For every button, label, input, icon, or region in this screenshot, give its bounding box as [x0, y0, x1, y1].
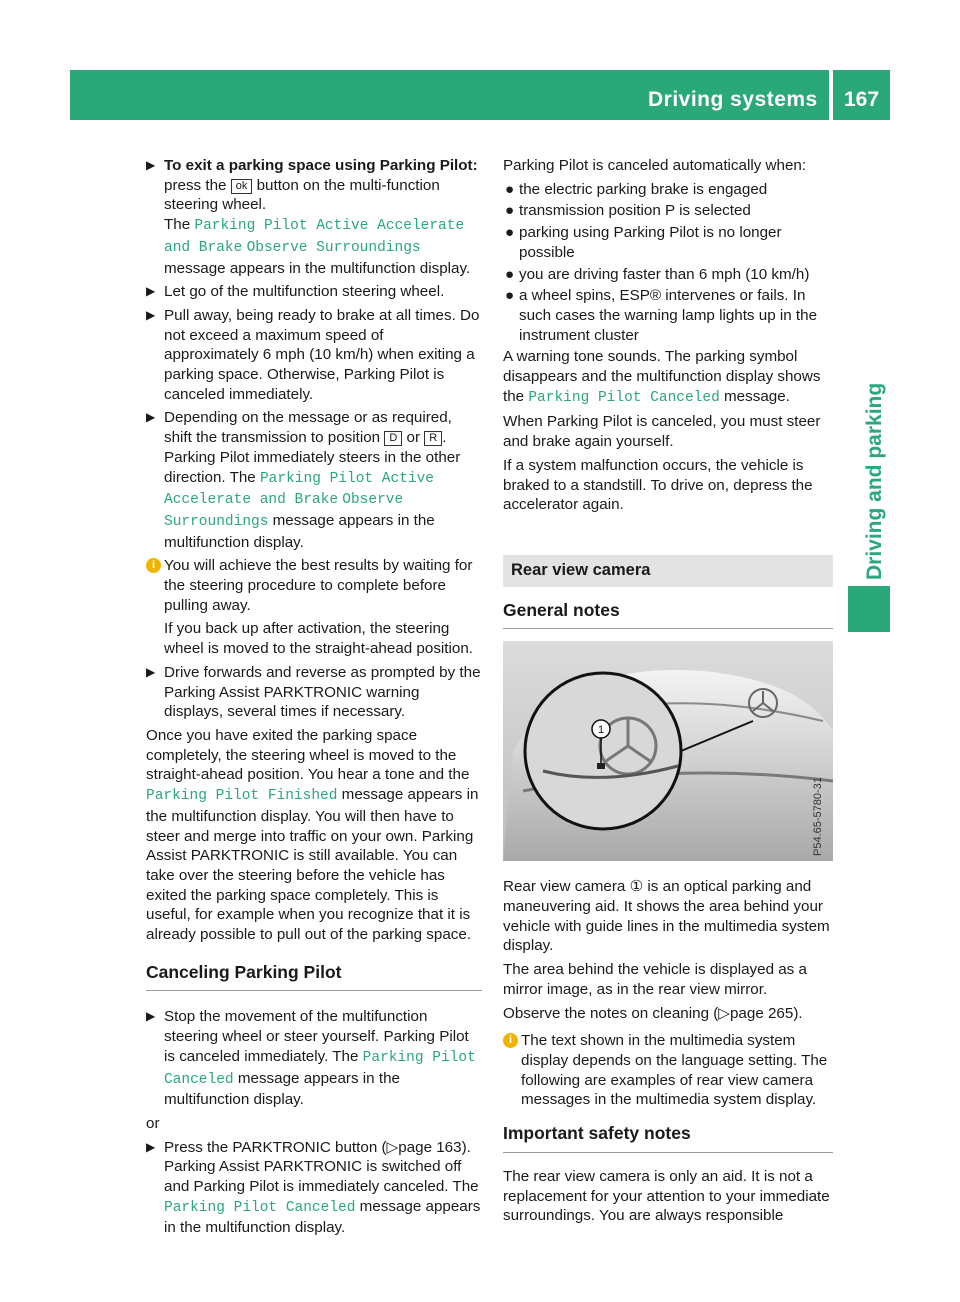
step-text: or: [406, 429, 421, 447]
page-ref-icon: ▷: [718, 1004, 730, 1022]
info-icon: i: [503, 1033, 518, 1048]
step-text: message appears in the multifunction display.: [164, 1069, 400, 1109]
info-text: The text shown in the multimedia system display depends on the language setting. The following are examples of rear view camera messages in the multimedia system display.: [521, 1032, 828, 1109]
step-arrow-icon: ▶: [146, 158, 156, 172]
info-note: [146, 556, 482, 659]
list-item-text: a wheel spins, ESP® intervenes or fails. In such cases the warning lamp lights up in the instrument cluster: [519, 287, 818, 344]
display-message: Observe Surroundings: [246, 239, 421, 256]
page-reference[interactable]: page 163: [398, 1138, 462, 1156]
paragraph-cleaning: [503, 1004, 833, 1024]
step-text: Pull away, being ready to brake at all times. Do not exceed a maximum speed of approximately 6 mph (10 km/h) when exiting a parking space. Otherwise, Parking Pilot is canceled immediately.: [164, 306, 480, 403]
page-section-title: Driving systems: [648, 88, 818, 111]
figure-callout: 1: [597, 724, 605, 737]
chapter-tab-marker: [848, 586, 890, 632]
header-divider: [829, 70, 833, 120]
heading-canceling: Canceling Parking Pilot: [146, 959, 482, 992]
page-ref-icon: ▷: [386, 1138, 399, 1156]
step-text: Press the PARKTRONIC button (: [164, 1138, 387, 1156]
auto-cancel-intro: Parking Pilot is canceled automatically when:: [503, 157, 807, 174]
chapter-tab: [848, 120, 890, 580]
display-message: Parking Pilot Finished: [146, 788, 338, 805]
step-text: The: [164, 216, 191, 234]
list-item: [503, 201, 833, 221]
step-text: Stop the movement of the multifunction steering wheel or steer yourself. Parking Pilot is canceled immediately. The: [164, 1008, 469, 1065]
display-message: Observe Surroundings: [164, 492, 404, 530]
step-text: button on the multi-function steering wheel.: [164, 176, 440, 214]
step-lead: To exit a parking space using Parking Pilot:: [164, 157, 478, 174]
step-cancel-steer: [146, 1007, 482, 1110]
or-text: or: [146, 1114, 160, 1132]
gear-d-icon: D: [384, 431, 402, 446]
step-text: Depending on the message or as required, shift the transmission to position: [164, 409, 452, 447]
heading-safety-notes: Important safety notes: [503, 1120, 833, 1153]
heading-general-notes: General notes: [503, 597, 833, 630]
ok-key-icon: ok: [231, 179, 253, 194]
paragraph-exited: [146, 726, 482, 945]
bullet-icon: ●: [505, 224, 515, 242]
step-text: press the: [164, 176, 227, 194]
list-item-text: you are driving faster than 6 mph (10 km/h): [519, 265, 810, 283]
step-arrow-icon: ▶: [146, 410, 156, 425]
paragraph-steer: When Parking Pilot is canceled, you must steer and brake again yourself.: [503, 413, 821, 451]
display-message: Parking Pilot Canceled: [164, 1049, 476, 1088]
step-text: ). Parking Assist PARKTRONIC is switched off and Parking Pilot is immediately canceled. The: [164, 1138, 479, 1196]
info-note: [503, 1031, 833, 1110]
list-item: [503, 223, 833, 262]
page-number: 167: [844, 88, 880, 111]
list-item: [503, 265, 833, 285]
step-arrow-icon: ▶: [146, 664, 156, 679]
step-arrow-icon: ▶: [146, 284, 156, 299]
display-message: Parking Pilot Canceled: [164, 1199, 356, 1216]
info-icon: i: [146, 558, 161, 573]
bullet-icon: ●: [505, 202, 515, 220]
list-item-text: transmission position P is selected: [519, 202, 751, 220]
paragraph-camera: Rear view camera ① is an optical parking and maneuvering aid. It shows the area behind your vehicle with guide lines in the multimedia system display.: [503, 878, 830, 955]
bullet-icon: ●: [505, 287, 515, 305]
step-shift: [146, 408, 482, 552]
list-item-text: the electric parking brake is engaged: [519, 180, 768, 198]
paragraph-text: ).: [793, 1004, 803, 1022]
paragraph-mirror: The area behind the vehicle is displayed as a mirror image, as in the rear view mirror.: [503, 961, 807, 998]
figure-code: P54.65-5780-31: [812, 777, 824, 857]
chapter-tab-label: Driving and parking: [863, 382, 886, 580]
step-text: . Parking Pilot immediately steers in the other direction. The: [164, 429, 461, 486]
paragraph-warning-tone: [503, 347, 833, 408]
display-message: Parking Pilot Canceled: [528, 389, 720, 406]
list-item: [503, 286, 833, 345]
rear-view-camera-figure: [503, 641, 833, 861]
bullet-icon: ●: [505, 265, 515, 283]
step-pull-away: [146, 306, 482, 405]
step-arrow-icon: ▶: [146, 307, 156, 322]
paragraph-text: Observe the notes on cleaning (: [503, 1004, 719, 1022]
paragraph-text: Once you have exited the parking space completely, the steering wheel is moved to the straight-ahead position. You hear a tone and the: [146, 726, 470, 784]
paragraph-text: A warning tone sounds. The parking symbol disappears and the multifunction display shows the: [503, 348, 821, 405]
step-text: message appears in the multifunction display.: [164, 1197, 481, 1237]
gear-r-icon: R: [424, 431, 442, 446]
bullet-icon: ●: [505, 180, 515, 198]
left-column: [146, 156, 482, 1242]
step-arrow-icon: ▶: [146, 1139, 156, 1154]
step-text: message appears in the multifunction display.: [164, 259, 471, 277]
paragraph-safety: The rear view camera is only an aid. It is not a replacement for your attention to your immediate surroundings. You are always responsible: [503, 1167, 830, 1225]
paragraph-text: message appears in the multifunction display. You will then have to steer and merge into traffic on your own. Parking Assist PARKTRONIC is still available. You can take over the steering before the vehicle has exited the parking space completely. This is useful, for example when you recognize that it is already possible to pull out of the parking space.: [146, 786, 479, 944]
paragraph-malfunction: If a system malfunction occurs, the vehicle is braked to a standstill. To drive on, depress the accelerator again.: [503, 456, 813, 514]
step-text: Drive forwards and reverse as prompted by the Parking Assist PARKTRONIC warning displays, several times if necessary.: [164, 663, 481, 721]
step-cancel-button: [146, 1138, 482, 1239]
step-arrow-icon: ▶: [146, 1009, 156, 1024]
step-text: message appears in the multifunction display.: [164, 511, 435, 551]
step-exit-parking: [146, 156, 482, 278]
list-item: [503, 180, 833, 200]
page-reference[interactable]: page 265: [729, 1004, 794, 1022]
display-message: Parking Pilot Active Accelerate and Brake: [164, 218, 465, 256]
info-text: If you back up after activation, the steering wheel is moved to the straight-ahead position.: [164, 620, 473, 658]
info-text: You will achieve the best results by waiting for the steering procedure to complete before pulling away.: [164, 557, 473, 614]
step-drive: [146, 663, 482, 722]
list-item-text: parking using Parking Pilot is no longer possible: [519, 224, 782, 261]
paragraph-text: message.: [724, 387, 790, 405]
display-message: Parking Pilot Active Accelerate and Brake: [164, 470, 435, 509]
step-let-go: [146, 282, 482, 302]
step-text: Let go of the multifunction steering wheel.: [164, 283, 445, 301]
right-column: [503, 156, 833, 1230]
section-title-band: Rear view camera: [503, 555, 833, 587]
